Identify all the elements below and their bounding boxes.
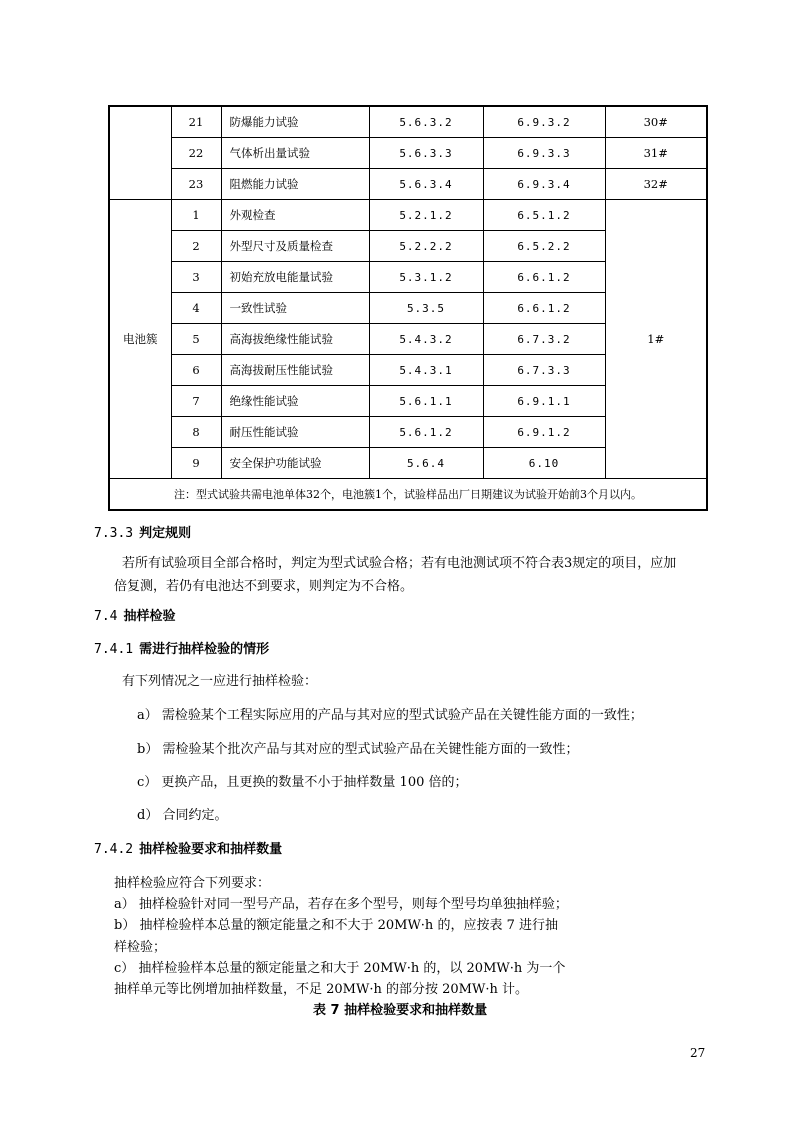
row-number: 6 bbox=[171, 355, 221, 386]
paragraph-line: 若所有试验项目全部合格时，判定为型式试验合格；若有电池测试项不符合表3规定的项目，应加 bbox=[122, 556, 677, 571]
test-item-name: 外型尺寸及质量检查 bbox=[221, 231, 369, 262]
table-note-row bbox=[109, 479, 707, 511]
test-method-clause: 6.9.3.2 bbox=[483, 106, 605, 138]
row-number: 3 bbox=[171, 262, 221, 293]
list-item: 样检验； bbox=[114, 940, 167, 955]
test-item-name: 气体析出量试验 bbox=[221, 138, 369, 169]
section-heading-7-4: 7.4 抽样检验 bbox=[94, 609, 176, 624]
requirement-clause: 5.4.3.2 bbox=[369, 324, 483, 355]
test-item-name: 安全保护功能试验 bbox=[221, 448, 369, 479]
paragraph-line: 抽样检验应符合下列要求： bbox=[114, 876, 271, 891]
table-row bbox=[109, 138, 707, 169]
test-method-clause: 6.7.3.3 bbox=[483, 355, 605, 386]
list-item: d） 合同约定。 bbox=[137, 808, 228, 823]
requirement-clause: 5.6.1.2 bbox=[369, 417, 483, 448]
list-item: c） 抽样检验样本总量的额定能量之和大于 20MW·h 的，以 20MW·h 为一个 bbox=[114, 961, 566, 976]
test-item-name: 防爆能力试验 bbox=[221, 106, 369, 138]
row-number: 9 bbox=[171, 448, 221, 479]
sample-number: 30# bbox=[605, 106, 707, 138]
test-item-name: 绝缘性能试验 bbox=[221, 386, 369, 417]
requirement-clause: 5.6.3.4 bbox=[369, 169, 483, 200]
table-row bbox=[109, 169, 707, 200]
test-method-clause: 6.5.2.2 bbox=[483, 231, 605, 262]
list-item: b） 需检验某个批次产品与其对应的型式试验产品在关键性能方面的一致性； bbox=[137, 742, 579, 757]
row-number: 5 bbox=[171, 324, 221, 355]
test-method-clause: 6.9.1.1 bbox=[483, 386, 605, 417]
requirement-clause: 5.3.5 bbox=[369, 293, 483, 324]
requirement-clause: 5.6.1.1 bbox=[369, 386, 483, 417]
list-item: a） 需检验某个工程实际应用的产品与其对应的型式试验产品在关键性能方面的一致性； bbox=[137, 708, 643, 723]
section-heading-7-4-1: 7.4.1 需进行抽样检验的情形 bbox=[94, 642, 270, 657]
test-item-name: 高海拔绝缘性能试验 bbox=[221, 324, 369, 355]
row-number: 22 bbox=[171, 138, 221, 169]
sample-number: 32# bbox=[605, 169, 707, 200]
list-item: 抽样单元等比例增加抽样数量，不足 20MW·h 的部分按 20MW·h 计。 bbox=[114, 982, 528, 997]
category-cell: 电池簇 bbox=[109, 200, 171, 479]
table-note: 注：型式试验共需电池单体32个，电池簇1个，试验样品出厂日期建议为试验开始前3个月以内。 bbox=[109, 479, 707, 511]
row-number: 4 bbox=[171, 293, 221, 324]
row-number: 21 bbox=[171, 106, 221, 138]
row-number: 2 bbox=[171, 231, 221, 262]
test-method-clause: 6.10 bbox=[483, 448, 605, 479]
section-heading-7-4-2: 7.4.2 抽样检验要求和抽样数量 bbox=[94, 842, 283, 857]
test-method-clause: 6.7.3.2 bbox=[483, 324, 605, 355]
paragraph-line: 倍复测，若仍有电池达不到要求，则判定为不合格。 bbox=[114, 579, 414, 594]
test-item-name: 外观检查 bbox=[221, 200, 369, 231]
test-item-name: 耐压性能试验 bbox=[221, 417, 369, 448]
list-item: c） 更换产品，且更换的数量不小于抽样数量 100 倍的； bbox=[137, 775, 468, 790]
row-number: 1 bbox=[171, 200, 221, 231]
test-method-clause: 6.6.1.2 bbox=[483, 262, 605, 293]
requirement-clause: 5.3.1.2 bbox=[369, 262, 483, 293]
table-row bbox=[109, 200, 707, 231]
test-item-name: 阻燃能力试验 bbox=[221, 169, 369, 200]
category-cell bbox=[109, 106, 171, 200]
test-method-clause: 6.5.1.2 bbox=[483, 200, 605, 231]
test-method-clause: 6.9.3.4 bbox=[483, 169, 605, 200]
section-heading-7-3-3: 7.3.3 判定规则 bbox=[94, 526, 192, 541]
row-number: 23 bbox=[171, 169, 221, 200]
test-method-clause: 6.6.1.2 bbox=[483, 293, 605, 324]
page-number: 27 bbox=[690, 1046, 706, 1060]
list-item: a） 抽样检验针对同一型号产品，若存在多个型号，则每个型号均单独抽样验； bbox=[114, 897, 568, 912]
table-row bbox=[109, 106, 707, 138]
table-caption: 表 7 抽样检验要求和抽样数量 bbox=[313, 1003, 488, 1018]
row-number: 8 bbox=[171, 417, 221, 448]
row-number: 7 bbox=[171, 386, 221, 417]
paragraph-line: 有下列情况之一应进行抽样检验： bbox=[122, 674, 318, 689]
test-item-name: 初始充放电能量试验 bbox=[221, 262, 369, 293]
sample-number: 1# bbox=[605, 200, 707, 479]
list-item: b） 抽样检验样本总量的额定能量之和不大于 20MW·h 的，应按表 7 进行抽 bbox=[114, 918, 558, 933]
requirement-clause: 5.6.4 bbox=[369, 448, 483, 479]
test-item-name: 一致性试验 bbox=[221, 293, 369, 324]
requirement-clause: 5.6.3.3 bbox=[369, 138, 483, 169]
sample-number: 31# bbox=[605, 138, 707, 169]
test-method-clause: 6.9.3.3 bbox=[483, 138, 605, 169]
test-items-table bbox=[108, 105, 708, 511]
requirement-clause: 5.4.3.1 bbox=[369, 355, 483, 386]
test-item-name: 高海拔耐压性能试验 bbox=[221, 355, 369, 386]
test-method-clause: 6.9.1.2 bbox=[483, 417, 605, 448]
requirement-clause: 5.2.1.2 bbox=[369, 200, 483, 231]
requirement-clause: 5.6.3.2 bbox=[369, 106, 483, 138]
requirement-clause: 5.2.2.2 bbox=[369, 231, 483, 262]
